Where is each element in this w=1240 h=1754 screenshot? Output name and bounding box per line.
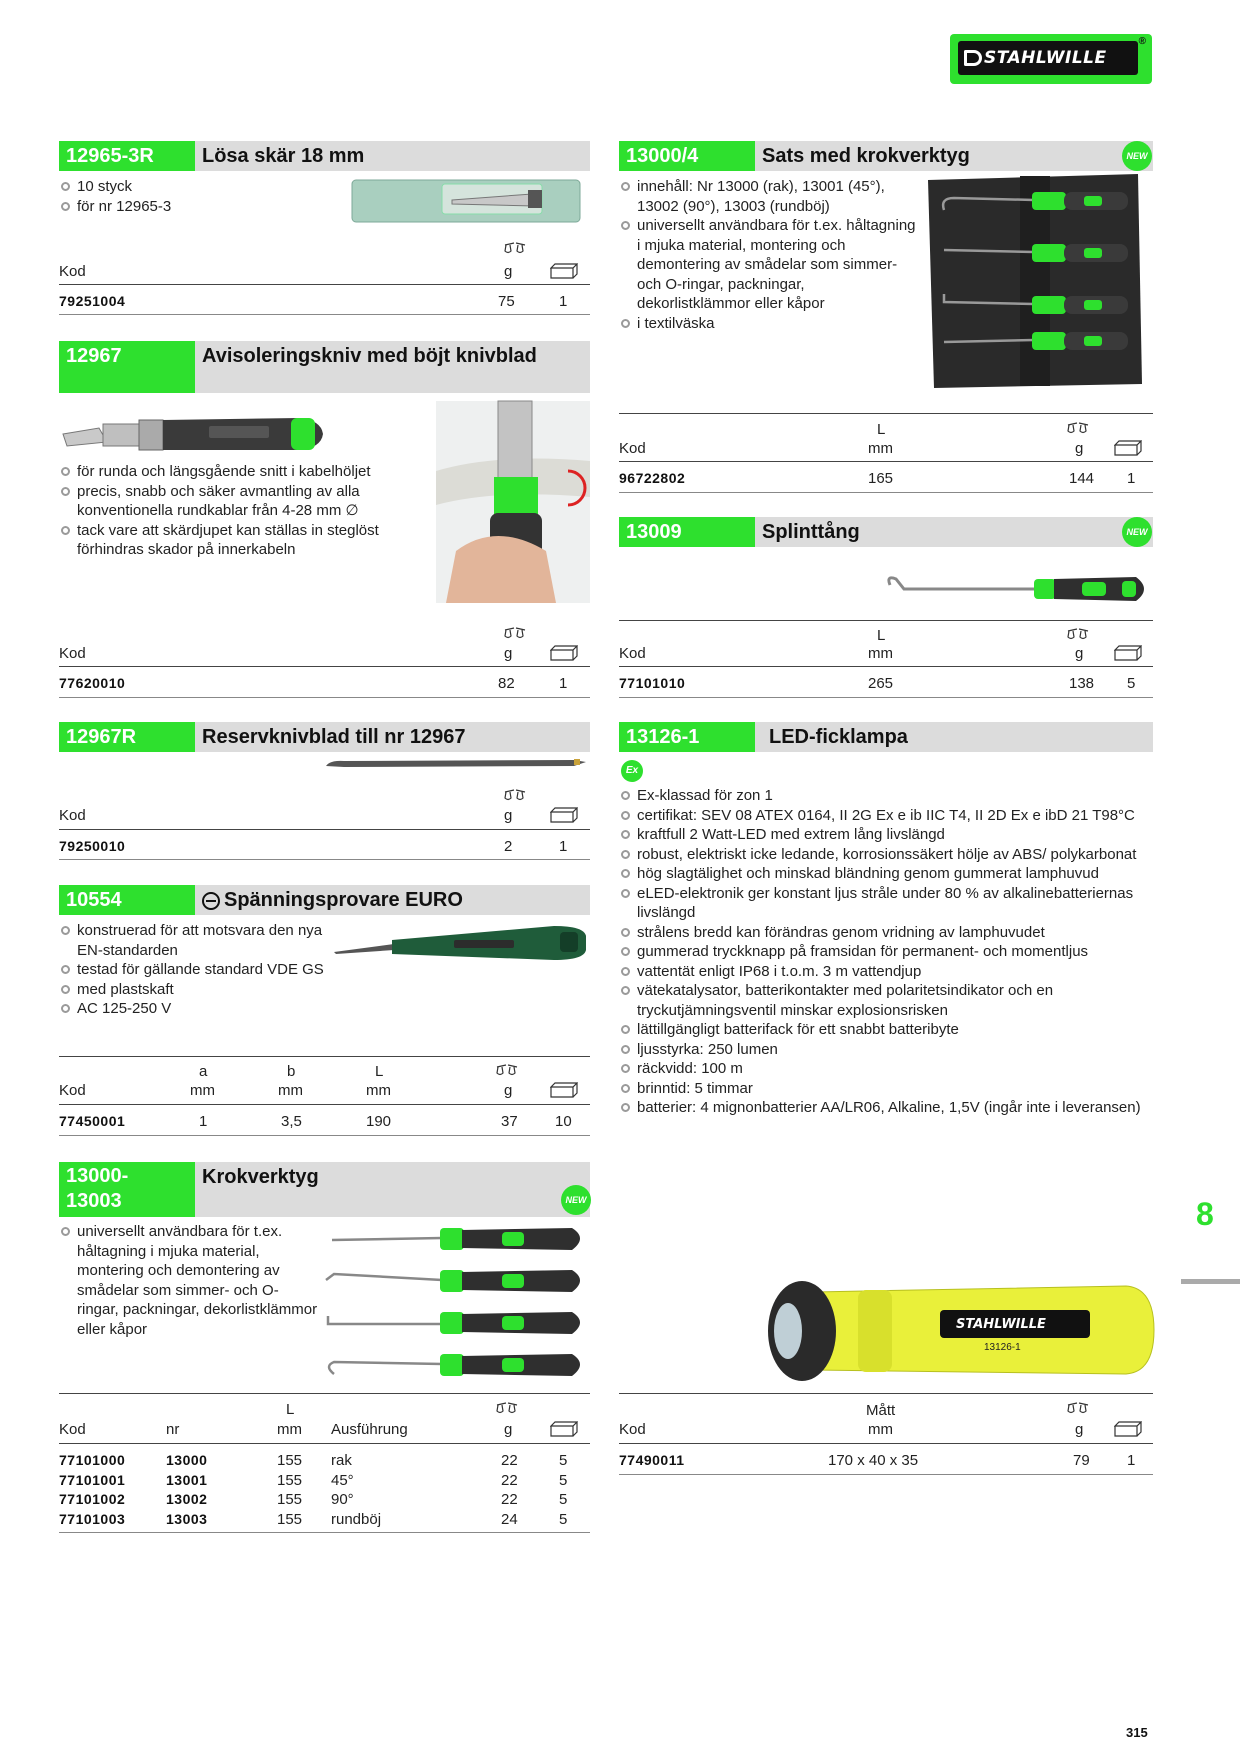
section-header-12967r <box>59 722 590 752</box>
article-code: 77101002 <box>59 1491 126 1507</box>
length-value: 155 <box>277 1510 303 1528</box>
package-icon <box>550 1421 578 1442</box>
table-row <box>59 1510 590 1530</box>
table-rule <box>59 1443 590 1444</box>
list-item: konstruerad för att motsvara den nya EN-standarden <box>59 921 334 960</box>
column-header-l-unit: mm <box>277 1421 302 1438</box>
voltage-tester-icon <box>202 892 220 910</box>
list-item: 10 styck <box>59 177 279 197</box>
column-header-b: b <box>287 1063 296 1080</box>
length-value: 155 <box>277 1471 303 1489</box>
section-title: Lösa skär 18 mm <box>202 145 365 167</box>
weight-value: 37 <box>501 1113 518 1130</box>
column-header-b-unit: mm <box>278 1082 303 1099</box>
table-rule <box>59 1104 590 1105</box>
tool-pouch-image <box>924 170 1146 392</box>
article-code: 77101010 <box>619 675 686 691</box>
section-title: Avisoleringskniv med böjt knivblad <box>202 345 537 367</box>
stripping-knife-image <box>59 410 329 456</box>
chapter-marker-bar <box>1181 1279 1240 1284</box>
pack-qty: 5 <box>559 1491 568 1508</box>
brand-reg: ® <box>1138 36 1146 47</box>
section-number: 13009 <box>619 517 755 547</box>
package-icon <box>550 807 578 828</box>
table-rule <box>59 284 590 285</box>
spare-blade-image <box>324 756 590 772</box>
table-rule <box>619 1443 1153 1444</box>
dimensions-value: 170 x 40 x 35 <box>828 1452 919 1469</box>
length-value: 155 <box>277 1491 303 1508</box>
new-badge: NEW <box>1122 141 1152 171</box>
led-flashlight-image <box>766 1270 1154 1392</box>
section-number: 13000/4 <box>619 141 755 171</box>
list-item: strålens bredd kan förändras genom vridning av lamphuvudet <box>619 923 1153 943</box>
section-number: 13126-1 <box>619 722 755 752</box>
weight-value: 22 <box>501 1491 518 1508</box>
table-rule <box>619 697 1153 698</box>
section-number: 10554 <box>59 885 195 915</box>
stahlwille-logo <box>950 34 1152 84</box>
package-icon <box>550 1082 578 1103</box>
pack-qty: 1 <box>559 838 568 855</box>
chapter-number: 8 <box>1196 1196 1214 1232</box>
column-header-kod: Kod <box>59 1421 86 1438</box>
list-item: i textilväska <box>619 314 919 334</box>
list-item: universellt användbara för t.ex. håltagning i mjuka material, montering och demontering av smådelar som simmer- och O-ringar, packningar, dekorlistklämmor eller kåpor <box>59 1222 319 1339</box>
lamp-label: 13126-1 <box>984 1342 1021 1353</box>
scale-icon <box>1067 421 1089 440</box>
table-rule <box>59 666 590 667</box>
pack-qty: 1 <box>559 675 568 692</box>
lamp-brand: STAHLWILLE <box>956 1317 1046 1332</box>
column-header-l: L <box>286 1401 295 1418</box>
section-number: 12965-3R <box>59 141 195 171</box>
dim-b-value: 3,5 <box>281 1113 302 1130</box>
list-item: gummerad tryckknapp på framsidan för permanent- och momentljus <box>619 942 1153 962</box>
table-rule <box>619 620 1153 621</box>
table-row <box>59 1451 590 1471</box>
variant-value: rundböj <box>331 1510 382 1528</box>
article-code: 77101000 <box>59 1452 126 1468</box>
article-code: 77101003 <box>59 1510 126 1527</box>
list-item: testad för gällande standard VDE GS <box>59 960 334 980</box>
article-code: 96722802 <box>619 470 686 486</box>
section-header-10554 <box>59 885 590 915</box>
column-header-a: a <box>199 1063 208 1080</box>
pack-qty: 5 <box>559 1471 568 1489</box>
scale-icon <box>504 626 526 645</box>
bullet-list-s8 <box>619 786 1153 1118</box>
column-header-nr: nr <box>166 1421 180 1438</box>
splint-tool-image <box>886 567 1152 611</box>
ex-badge: Ex <box>621 760 643 782</box>
column-header-kod: Kod <box>619 440 646 457</box>
knife-in-hand-photo <box>436 401 590 603</box>
pack-qty: 5 <box>1127 675 1136 692</box>
column-header-l: L <box>375 1063 384 1080</box>
weight-value: 24 <box>501 1510 518 1528</box>
table-rule <box>619 461 1153 462</box>
section-header-13000-13003 <box>59 1162 590 1217</box>
list-item: vätekatalysator, batterikontakter med polaritetsindikator och en tryckutjämningsventil minskar explosionsrisken <box>619 981 1153 1020</box>
table-rule <box>59 314 590 315</box>
blade-pack-image <box>352 176 584 226</box>
list-item: certifikat: SEV 08 ATEX 0164, II 2G Ex e ib IIC T4, II 2D Ex e ibD 21 T98°C <box>619 806 1153 826</box>
list-item: kraftfull 2 Watt-LED med extrem lång livslängd <box>619 825 1153 845</box>
weight-value: 2 <box>504 838 513 855</box>
table-rule <box>619 1393 1153 1394</box>
column-header-g: g <box>1075 645 1084 662</box>
package-icon <box>550 645 578 666</box>
table-rule <box>619 666 1153 667</box>
pack-qty: 5 <box>559 1452 568 1469</box>
column-header-g: g <box>504 1082 513 1099</box>
article-code: 77101001 <box>59 1471 126 1488</box>
list-item: tack vare att skärdjupet kan ställas in steglöst förhindras skador på innerkabeln <box>59 521 434 560</box>
article-code: 79250010 <box>59 838 126 854</box>
column-header-kod: Kod <box>59 807 86 824</box>
column-header-l-unit: mm <box>868 645 893 662</box>
column-header-l-unit: mm <box>868 440 893 457</box>
list-item: Ex-klassad för zon 1 <box>619 786 1153 806</box>
column-header-kod: Kod <box>59 645 86 662</box>
section-number-line2: 13003 <box>66 1190 122 1212</box>
new-badge: NEW <box>561 1185 591 1215</box>
column-header-g: g <box>1075 1421 1084 1438</box>
table-rule <box>59 697 590 698</box>
section-title: Sats med krokverktyg <box>762 145 970 167</box>
column-header-g: g <box>1075 440 1084 457</box>
section-header-13009 <box>619 517 1153 547</box>
scale-icon <box>504 788 526 807</box>
weight-value: 22 <box>501 1452 518 1469</box>
scale-icon <box>496 1401 518 1420</box>
column-header-l-unit: mm <box>366 1082 391 1099</box>
section-number-line1: 13000- <box>66 1165 129 1187</box>
section-header-12967 <box>59 341 590 393</box>
package-icon <box>1114 645 1142 666</box>
article-code: 77490011 <box>619 1452 685 1468</box>
table-rule <box>619 413 1153 414</box>
column-header-kod: Kod <box>619 1421 646 1438</box>
column-header-kod: Kod <box>59 263 86 280</box>
section-title: Reservknivblad till nr 12967 <box>202 726 466 748</box>
table-body-s5 <box>59 1451 590 1529</box>
table-rule <box>59 1135 590 1136</box>
pack-qty: 10 <box>555 1113 572 1130</box>
weight-value: 144 <box>1069 470 1095 487</box>
list-item: eLED-elektronik ger konstant ljus stråle under 80 % av alkalinebatteriernas livslängd <box>619 884 1153 923</box>
weight-value: 79 <box>1073 1452 1090 1469</box>
article-code: 77450001 <box>59 1113 126 1129</box>
column-header-g: g <box>504 645 513 662</box>
column-header-g: g <box>504 807 513 824</box>
list-item: AC 125-250 V <box>59 999 334 1019</box>
package-icon <box>1114 1421 1142 1442</box>
page-number: 315 <box>1126 1725 1148 1740</box>
section-title: Spänningsprovare EURO <box>224 889 463 911</box>
item-nr: 13001 <box>166 1471 208 1488</box>
list-item: robust, elektriskt icke ledande, korrosionssäkert hölje av ABS/ polykarbonat <box>619 845 1153 865</box>
variant-value: 90° <box>331 1491 354 1508</box>
item-nr: 13002 <box>166 1491 208 1507</box>
table-rule <box>59 1056 590 1057</box>
list-item: brinntid: 5 timmar <box>619 1079 1153 1099</box>
column-header-g: g <box>504 263 513 280</box>
item-nr: 13003 <box>166 1510 208 1527</box>
bullet-list-s6 <box>619 177 919 333</box>
section-number: 12967 <box>59 341 195 393</box>
weight-value: 75 <box>498 293 515 310</box>
weight-value: 22 <box>501 1471 518 1489</box>
table-rule <box>619 1474 1153 1475</box>
length-value: 265 <box>868 675 894 692</box>
table-row <box>59 1471 590 1491</box>
table-rule <box>59 859 590 860</box>
list-item: batterier: 4 mignonbatterier AA/LR06, Alkaline, 1,5V (ingår inte i leveransen) <box>619 1098 1153 1118</box>
scale-icon <box>504 241 526 260</box>
list-item: precis, snabb och säker avmantling av alla konventionella rundkablar från 4-28 mm ∅ <box>59 482 434 521</box>
length-value: 165 <box>868 470 894 487</box>
column-header-kod: Kod <box>619 645 646 662</box>
item-nr: 13000 <box>166 1452 208 1468</box>
column-header-g: g <box>504 1421 513 1438</box>
section-header-13126-1 <box>619 722 1153 752</box>
weight-value: 138 <box>1069 675 1095 692</box>
bullet-list-s4 <box>59 921 334 1019</box>
brand-name: STAHLWILLE <box>984 48 1107 68</box>
table-rule <box>59 829 590 830</box>
scale-icon <box>1067 1401 1089 1420</box>
column-header-dims-unit: mm <box>868 1421 893 1438</box>
pack-qty: 5 <box>559 1510 568 1528</box>
dim-a-value: 1 <box>199 1113 208 1130</box>
list-item: med plastskaft <box>59 980 334 1000</box>
list-item: för nr 12965-3 <box>59 197 279 217</box>
hook-tools-image <box>322 1218 590 1388</box>
bullet-list-s5 <box>59 1222 319 1339</box>
list-item: vattentät enligt IP68 i t.o.m. 3 m vattendjup <box>619 962 1153 982</box>
package-icon <box>1114 440 1142 461</box>
table-rule <box>59 1393 590 1394</box>
scale-icon <box>496 1063 518 1082</box>
pack-qty: 1 <box>1127 1452 1136 1469</box>
table-rule <box>59 1532 590 1533</box>
section-title: Splinttång <box>762 521 860 543</box>
logo-mark-icon <box>964 50 982 66</box>
column-header-l: L <box>877 627 886 644</box>
variant-value: rak <box>331 1452 352 1469</box>
section-header-12965-3r <box>59 141 590 171</box>
bullet-list-s1 <box>59 177 279 216</box>
section-header-13000-4 <box>619 141 1153 171</box>
package-icon <box>550 263 578 284</box>
weight-value: 82 <box>498 675 515 692</box>
column-header-variant: Ausführung <box>331 1421 408 1438</box>
table-rule <box>619 492 1153 493</box>
article-code: 77620010 <box>59 675 126 691</box>
new-badge: NEW <box>1122 517 1152 547</box>
section-number: 12967R <box>59 722 195 752</box>
list-item: ljusstyrka: 250 lumen <box>619 1040 1153 1060</box>
voltage-tester-image <box>334 920 590 968</box>
column-header-kod: Kod <box>59 1082 86 1099</box>
section-title: Krokverktyg <box>202 1166 319 1188</box>
bullet-list-s2 <box>59 462 434 560</box>
table-row <box>59 1490 590 1510</box>
column-header-l: L <box>877 421 886 438</box>
list-item: för runda och längsgående snitt i kabelhöljet <box>59 462 434 482</box>
length-value: 155 <box>277 1452 303 1469</box>
pack-qty: 1 <box>559 293 568 310</box>
list-item: universellt användbara för t.ex. håltagning i mjuka material, montering och demontering av smådelar som simmer- och O-ringar, packningar, dekorlistklämmor eller kåpor <box>619 216 919 314</box>
pack-qty: 1 <box>1127 470 1136 487</box>
list-item: räckvidd: 100 m <box>619 1059 1153 1079</box>
column-header-a-unit: mm <box>190 1082 215 1099</box>
article-code: 79251004 <box>59 293 126 309</box>
list-item: lättillgängligt batterifack för ett snabbt batteribyte <box>619 1020 1153 1040</box>
column-header-matt: Mått <box>866 1402 896 1419</box>
length-value: 190 <box>366 1113 392 1130</box>
list-item: hög slagtälighet och minskad bländning genom gummerat lamphuvud <box>619 864 1153 884</box>
variant-value: 45° <box>331 1471 354 1489</box>
list-item: innehåll: Nr 13000 (rak), 13001 (45°), 13002 (90°), 13003 (rundböj) <box>619 177 919 216</box>
section-title: LED-ficklampa <box>769 726 908 748</box>
